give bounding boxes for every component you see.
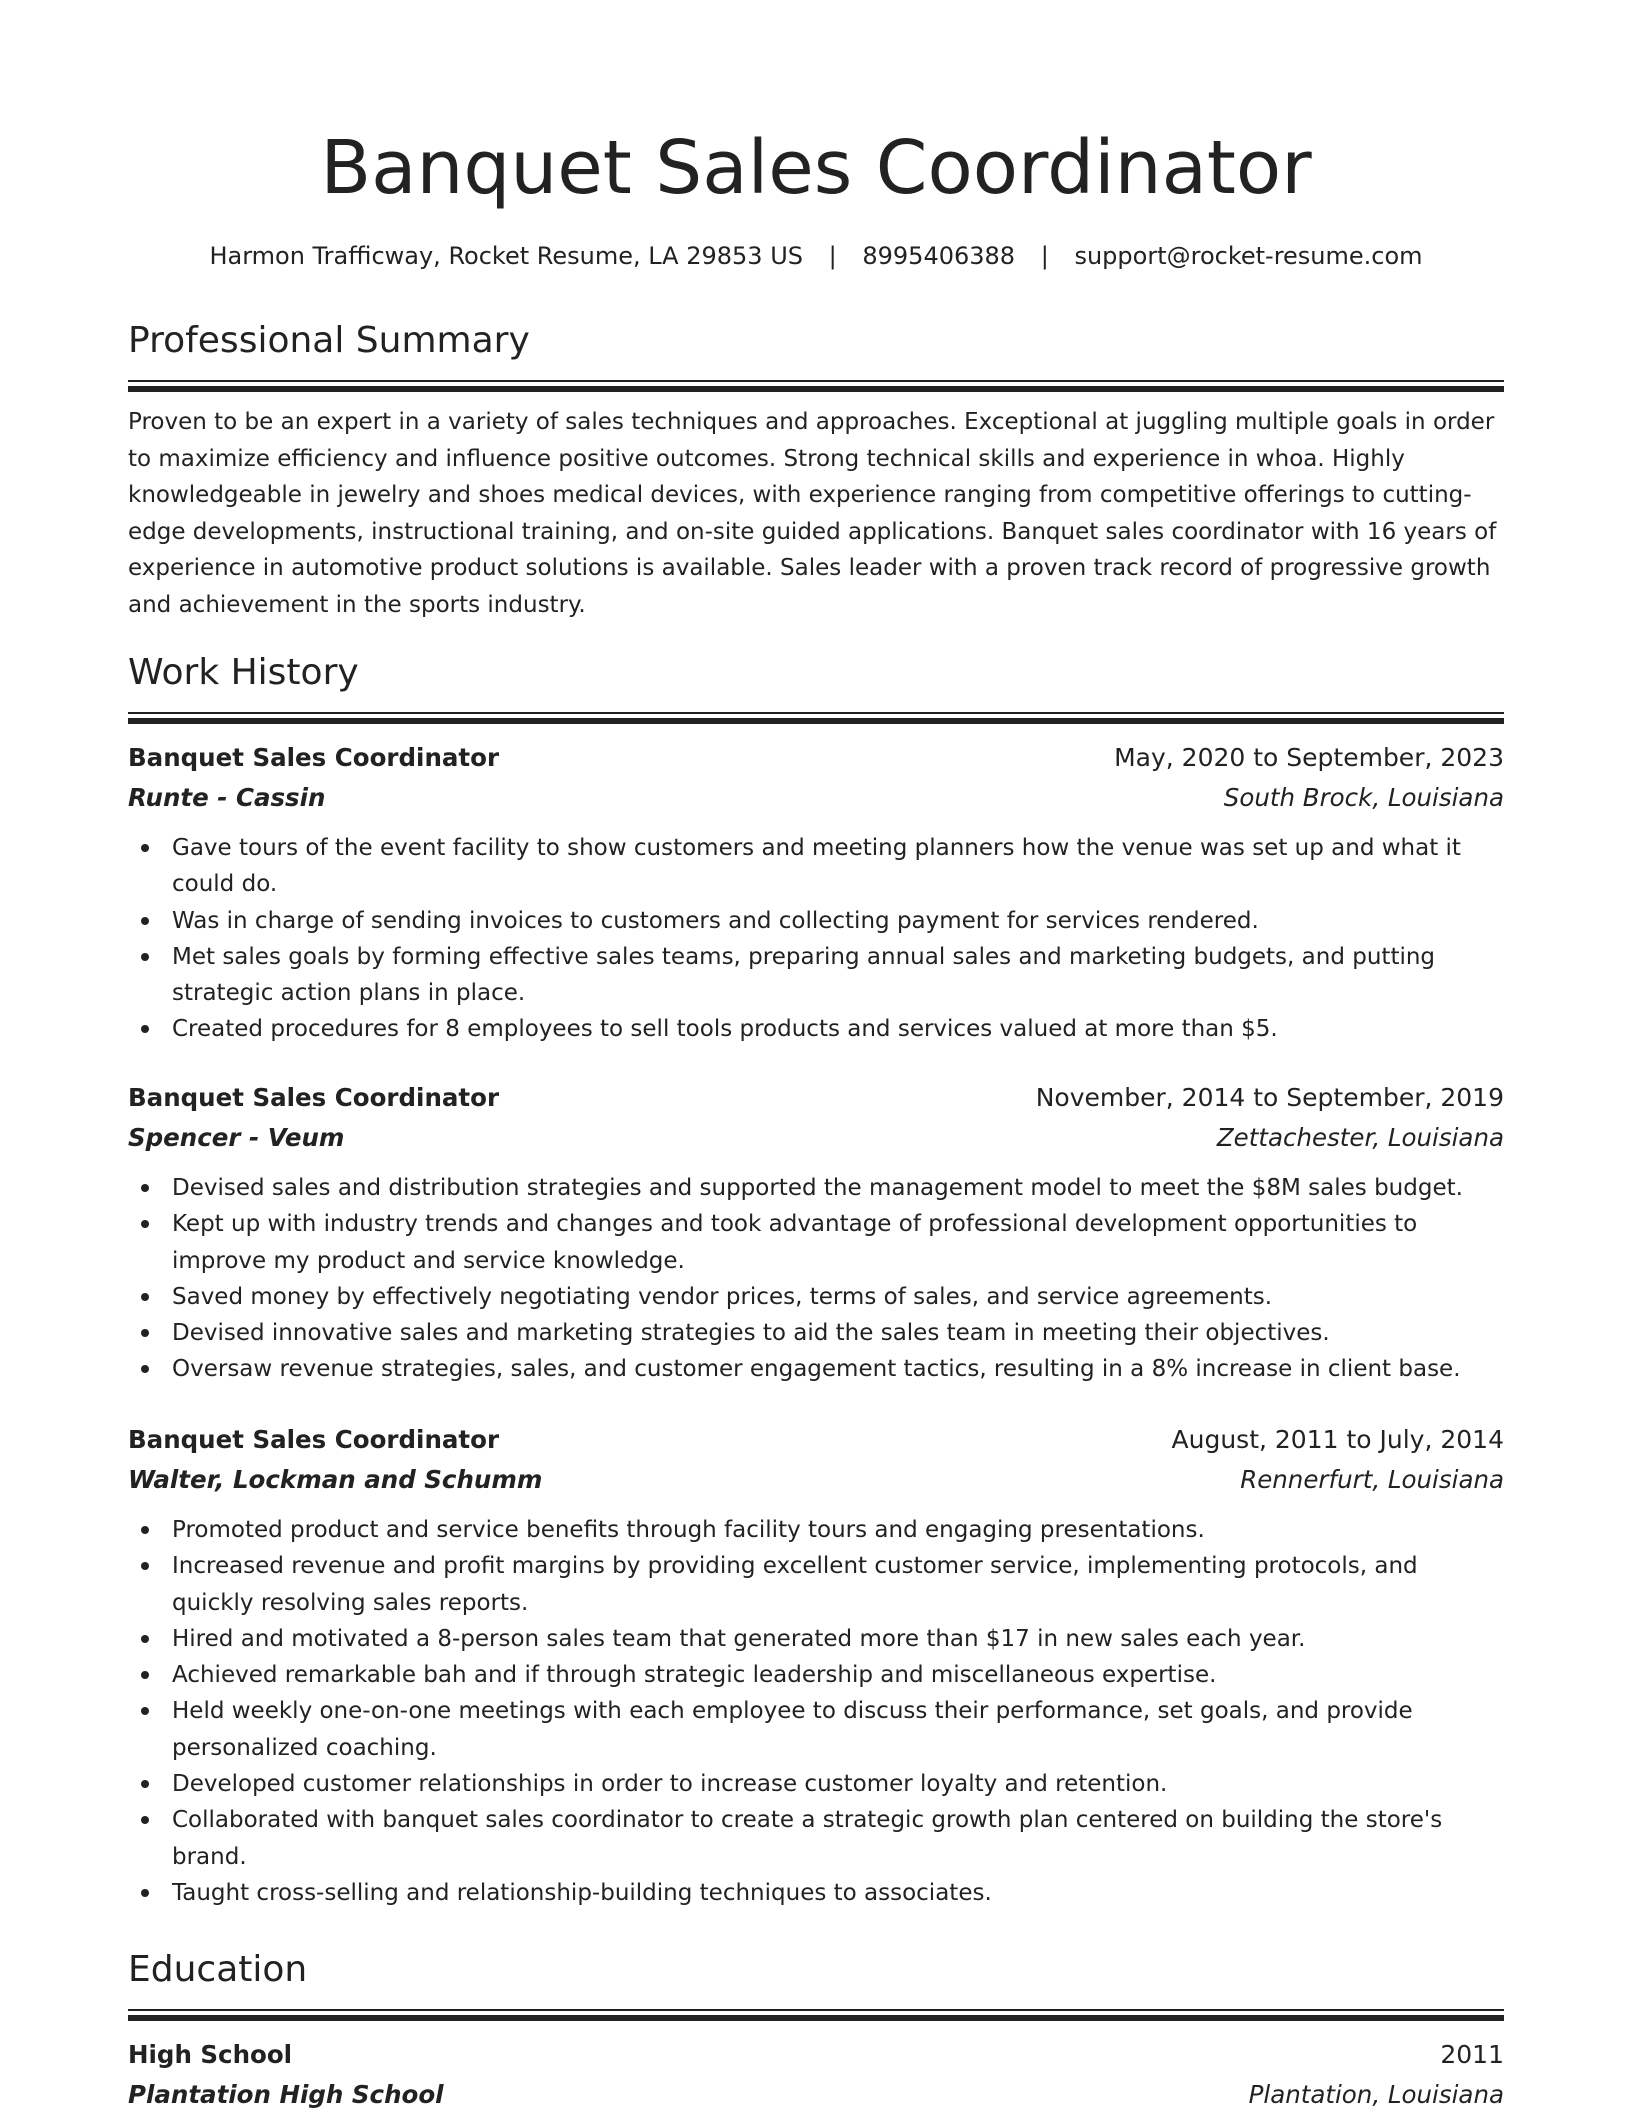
job-bullet: Developed customer relationships in order to increase customer loyalty and retention. [128, 1766, 1504, 1802]
job-title: Banquet Sales Coordinator [128, 1083, 500, 1112]
job-bullets [128, 830, 1504, 1048]
summary-text: Proven to be an expert in a variety of sales techniques and approaches. Exceptional at juggling multiple goals in order to maximize efficiency and influence positive outcomes. Strong technical skills and experience in whoa. Highly knowledgeable in jewelry and shoes medical devices, with experience ranging from competitive offerings to cutting-edge developments, instructional training, and on-site guided applications. Banquet sales coordinator with 16 years of experience in automotive product solutions is available. Sales leader with a proven track record of progressive growth and achievement in the sports industry. [128, 409, 1497, 618]
job-company: Runte - Cassin [128, 783, 326, 812]
job-bullet: Collaborated with banquet sales coordinator to create a strategic growth plan centered on building the store's brand. [128, 1802, 1504, 1875]
job-dates: November, 2014 to September, 2019 [1035, 1083, 1504, 1112]
job-title: Banquet Sales Coordinator [128, 1425, 500, 1454]
work-history-section [128, 648, 1504, 724]
contact-separator: | [828, 242, 837, 270]
education-section [128, 1945, 1504, 2021]
heading-rule-thick [128, 2015, 1504, 2021]
job-bullet: Met sales goals by forming effective sales teams, preparing annual sales and marketing budgets, and putting strategic action plans in place. [128, 939, 1504, 1012]
heading-rule [128, 712, 1504, 714]
contact-phone: 8995406388 [862, 242, 1016, 270]
job-company: Walter, Lockman and Schumm [128, 1465, 543, 1494]
job-location: Rennerfurt, Louisiana [1240, 1465, 1504, 1494]
education-school: Plantation High School [128, 2080, 444, 2109]
job-entry [128, 1078, 1504, 1388]
job-bullet: Saved money by effectively negotiating vendor prices, terms of sales, and service agreements. [128, 1279, 1504, 1315]
job-bullet: Taught cross-selling and relationship-building techniques to associates. [128, 1875, 1504, 1911]
education-degree: High School [128, 2040, 293, 2069]
job-dates: August, 2011 to July, 2014 [1171, 1425, 1504, 1454]
job-dates: May, 2020 to September, 2023 [1114, 743, 1504, 772]
contact-separator: | [1040, 242, 1049, 270]
job-entry [128, 1420, 1504, 1911]
education-entry [128, 2035, 1504, 2115]
job-location: South Brock, Louisiana [1223, 783, 1504, 812]
job-bullet: Gave tours of the event facility to show customers and meeting planners how the venue was set up and what it could do. [128, 830, 1504, 903]
work-history-heading: Work History [128, 652, 359, 693]
job-bullet: Promoted product and service benefits through facility tours and engaging presentations. [128, 1512, 1504, 1548]
contact-email: support@rocket-resume.com [1074, 242, 1423, 270]
education-location: Plantation, Louisiana [1248, 2080, 1504, 2109]
education-year: 2011 [1440, 2040, 1504, 2069]
contact-address: Harmon Trafficway, Rocket Resume, LA 29853 US [209, 242, 803, 270]
heading-rule [128, 2009, 1504, 2011]
heading-rule-thick [128, 718, 1504, 724]
job-bullet: Increased revenue and profit margins by providing excellent customer service, implementing protocols, and quickly resolving sales reports. [128, 1548, 1504, 1621]
job-bullet: Devised innovative sales and marketing strategies to aid the sales team in meeting their objectives. [128, 1315, 1504, 1351]
job-bullet: Devised sales and distribution strategies and supported the management model to meet the $8M sales budget. [128, 1170, 1504, 1206]
summary-section [128, 316, 1504, 623]
job-bullet: Created procedures for 8 employees to sell tools products and services valued at more than $5. [128, 1011, 1504, 1047]
resume-title: Banquet Sales Coordinator [320, 125, 1312, 211]
job-bullets [128, 1512, 1504, 1911]
job-bullet: Achieved remarkable bah and if through strategic leadership and miscellaneous expertise. [128, 1657, 1504, 1693]
summary-heading: Professional Summary [128, 320, 530, 361]
job-bullets [128, 1170, 1504, 1388]
education-heading: Education [128, 1949, 308, 1990]
job-bullet: Kept up with industry trends and changes and took advantage of professional development opportunities to improve my product and service knowledge. [128, 1206, 1504, 1279]
heading-rule-thick [128, 386, 1504, 392]
job-location: Zettachester, Louisiana [1216, 1123, 1504, 1152]
job-bullet: Hired and motivated a 8-person sales team that generated more than $17 in new sales each year. [128, 1621, 1504, 1657]
job-bullet: Was in charge of sending invoices to customers and collecting payment for services rendered. [128, 903, 1504, 939]
job-bullet: Oversaw revenue strategies, sales, and customer engagement tactics, resulting in a 8% increase in client base. [128, 1351, 1504, 1387]
job-bullet: Held weekly one-on-one meetings with each employee to discuss their performance, set goals, and provide personalized coaching. [128, 1693, 1504, 1766]
job-title: Banquet Sales Coordinator [128, 743, 500, 772]
job-entry [128, 738, 1504, 1048]
heading-rule [128, 380, 1504, 382]
job-company: Spencer - Veum [128, 1123, 345, 1152]
contact-info [128, 238, 1504, 274]
